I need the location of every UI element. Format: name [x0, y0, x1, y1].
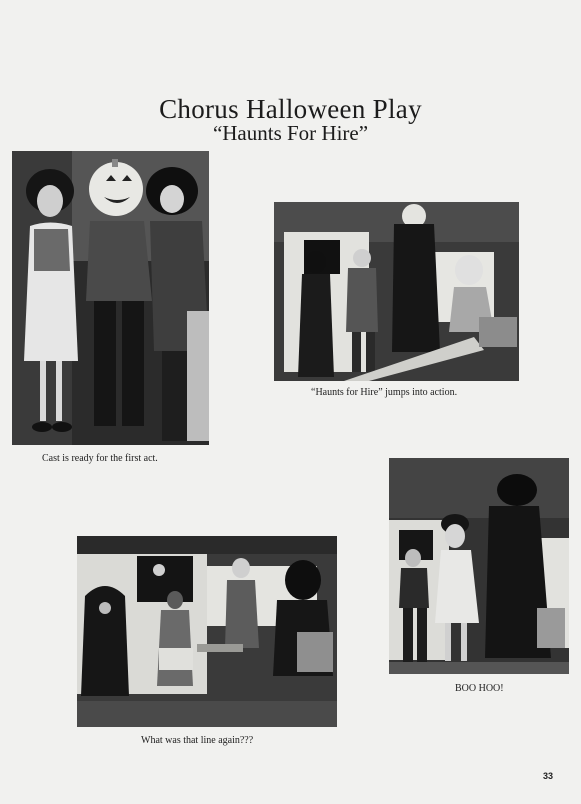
photo-boo-hoo: [389, 458, 569, 674]
photo-caption: What was that line again???: [141, 735, 254, 746]
action-photo-image: [274, 202, 519, 381]
photo-caption: Cast is ready for the first act.: [42, 453, 158, 464]
page-subtitle: “Haunts For Hire”: [212, 121, 369, 145]
cast-photo-image: [12, 151, 209, 445]
page-title: Chorus Halloween Play: [159, 94, 422, 124]
line-again-photo-image: [77, 536, 337, 727]
photo-caption: BOO HOO!: [455, 683, 504, 694]
boo-hoo-photo-image: [389, 458, 569, 674]
photo-that-line-again: [77, 536, 337, 727]
photo-jumps-into-action: [274, 202, 519, 381]
photo-cast-ready: [12, 151, 209, 445]
photo-caption: “Haunts for Hire” jumps into action.: [311, 387, 458, 398]
page-number: 33: [543, 771, 554, 781]
